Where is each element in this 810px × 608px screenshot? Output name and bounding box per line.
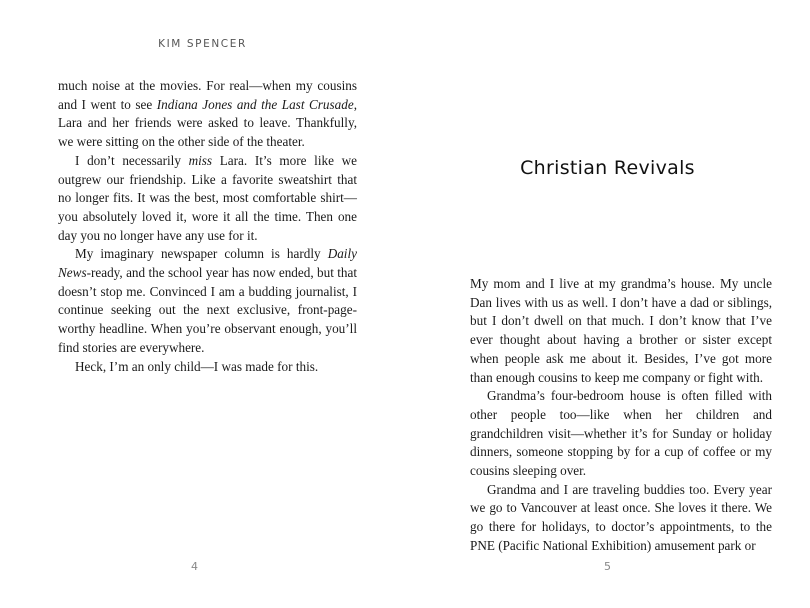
paragraph: Grandma and I are traveling buddies too. Every year we go to Vancouver at least once. She loves it there. We go there for holidays, to doctor’s appointments, to the PNE (Pacific National Exhibition) amusement park or	[470, 481, 772, 553]
right-page	[405, 0, 810, 608]
text-run: My imaginary newspaper column is hardly	[75, 246, 328, 262]
text-run: , Lara and her friends were asked to leave. Thankfully, we were sitting on the other side of the theater.	[58, 96, 357, 150]
page-number: 5	[604, 560, 611, 573]
italic-title: Daily News	[58, 246, 357, 281]
chapter-title: Christian Revivals	[520, 157, 695, 179]
paragraph	[58, 245, 357, 357]
paragraph	[58, 77, 357, 152]
paragraph	[58, 152, 357, 246]
text-run: -ready, and the school year has now ended, but that doesn’t stop me. Convinced I am a budding journalist, I continue seeking out the next exclusive, front-page-worthy headline. When you’re observant enough, you’ll find stories are everywhere.	[58, 265, 357, 355]
italic-emphasis: miss	[188, 152, 213, 168]
running-head-author: KIM SPENCER	[158, 38, 247, 50]
text-run: I don’t necessarily	[75, 152, 189, 168]
right-page-body	[470, 275, 772, 556]
left-page-body	[58, 77, 357, 376]
text-run: Lara. It’s more like we outgrew our friendship. Like a favorite sweatshirt that no longer fits. It was the best, most comfortable shirt—you absolutely loved it, wore it all the time. Then one day you no longer have any use for it.	[58, 152, 357, 243]
text-run: much noise at the movies. For real—when my cousins and I went to see	[58, 78, 357, 112]
paragraph: Grandma’s four-bedroom house is often filled with other people too—like when her children and grandchildren visit—whether it’s for Sunday or holiday dinners, someone stopping by for a cup of coffee or my cousins sleeping over.	[470, 388, 772, 479]
italic-title: Indiana Jones and the Last Crusade	[156, 96, 354, 112]
paragraph: My mom and I live at my grandma’s house. My uncle Dan lives with us as well. I don’t have a dad or siblings, but I don’t dwell on that much. I don’t know that I’ve ever thought about having a brother or sister except when people ask me about it. Besides, I’ve got more than enough cousins to keep me company or fight with.	[470, 276, 772, 385]
paragraph: Heck, I’m an only child—I was made for this.	[75, 358, 319, 374]
page-number: 4	[191, 560, 198, 573]
